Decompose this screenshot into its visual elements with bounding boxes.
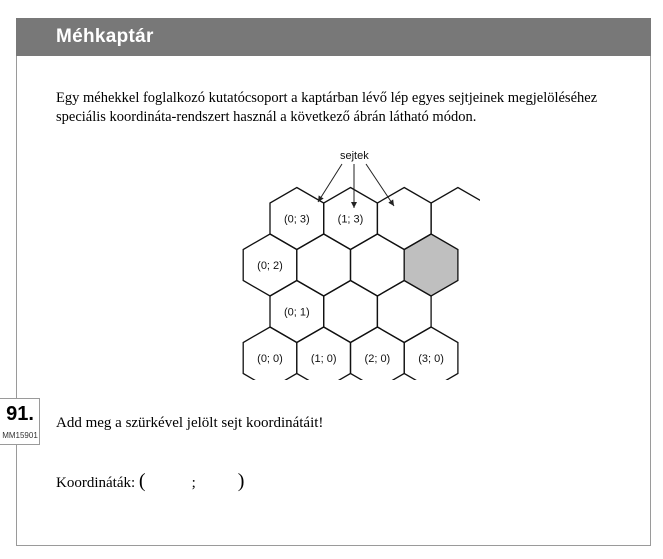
hex-cell: [324, 281, 378, 343]
answer-label: Koordináták:: [56, 475, 136, 491]
answer-line: [56, 470, 244, 493]
callout-arrow-3: [366, 164, 394, 206]
callout-label: sejtek: [340, 150, 369, 162]
question-code: MM15901: [2, 431, 38, 440]
hex-cell-label: (0; 2): [257, 260, 283, 272]
hex-cell-label: (1; 3): [337, 213, 364, 226]
hex-cell-label: (3; 0): [418, 353, 444, 365]
honeycomb-svg: [230, 140, 480, 380]
answer-separator: ;: [191, 475, 196, 491]
hex-cell-label: (0; 1): [283, 306, 310, 319]
question-text: Add meg a szürkével jelölt sejt koordinátáit!: [56, 415, 324, 431]
hex-cell: [297, 234, 351, 296]
hex-edge-stub: [431, 188, 480, 235]
hex-cell-highlighted: [404, 234, 458, 296]
hex-cell-label: (0; 3): [283, 213, 310, 226]
hex-cell-label: (0; 0): [257, 353, 283, 365]
answer-open-paren: (: [138, 470, 146, 492]
task-title: Méhkaptár: [56, 26, 154, 47]
callout-arrow-1: [318, 164, 342, 202]
honeycomb-figure: [230, 140, 480, 385]
hex-cell: [351, 234, 405, 296]
answer-close-paren: ): [237, 470, 245, 492]
task-header: [16, 18, 651, 56]
hex-cell-label: (1; 0): [310, 353, 337, 365]
question-number: 91.: [6, 403, 34, 425]
intro-text: Egy méhekkel foglalkozó kutatócsoport a kaptárban lévő lép egyes sejtjeinek megjelöléséhez speciális koordináta-rendszert használ a következő ábrán látható módon.: [56, 90, 598, 125]
hex-cell-label: (2; 0): [364, 353, 391, 365]
